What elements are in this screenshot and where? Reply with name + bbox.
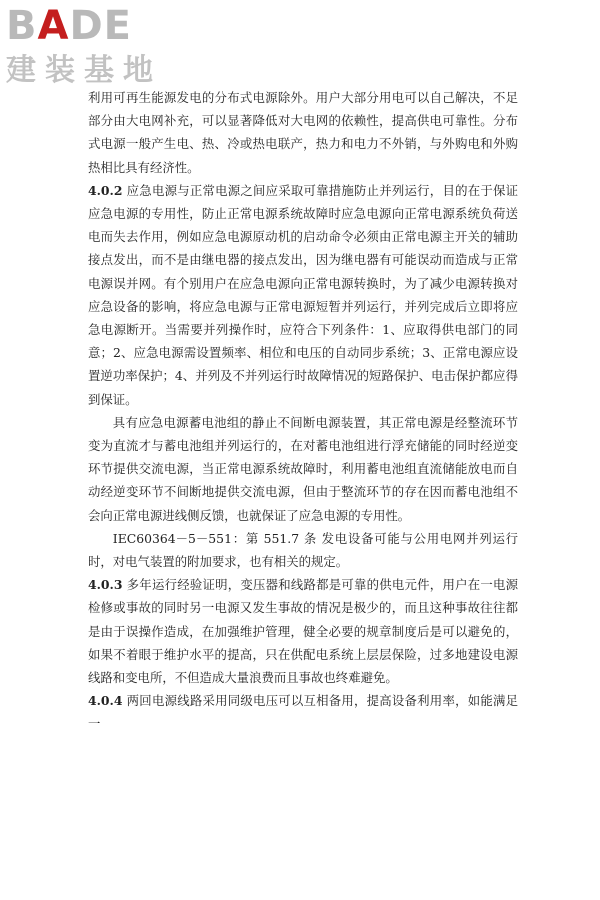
paragraph-text: 应急电源与正常电源之间应采取可靠措施防止并列运行，目的在于保证应急电源的专用性，防止正常电源系统故障时应急电源向正常电源系统负荷送电而失去作用，例如应急电源原动机的启动命令必须由正常电源主开关的辅助接点发出，而不是由继电器的接点发出，因为继电器有可能误动而造成与正常电源误并网。有个别用户在应急电源向正常电源转换时，为了减少电源转换对应急设备的影响，将应急电源与正常电源短暂并列运行，并列完成后立即将应急电源断开。当需要并列操作时，应符合下列条件：1、应取得供电部门的同意；2、应急电源需设置频率、相位和电压的自动同步系统；3、正常电源应设置逆功率保护；4、并列及不并列运行时故障情况的短路保护、电击保护都应得到保证。	[88, 182, 518, 407]
clause-number: 4.0.4	[88, 693, 123, 709]
paragraph	[88, 573, 518, 689]
logo-letters-de: DE	[69, 3, 132, 49]
paragraph	[88, 411, 518, 527]
document-body	[88, 86, 518, 736]
paragraph-text: 利用可再生能源发电的分布式电源除外。用户大部分用电可以自己解决，不足部分由大电网补充，可以显著降低对大电网的依赖性，提高供电可靠性。分布式电源一般产生电、热、冷或热电联产，热力和电力不外销，与外购电和外购热相比具有经济性。	[88, 90, 518, 175]
paragraph	[88, 179, 518, 411]
clause-number: 4.0.2	[88, 182, 123, 198]
paragraph-text: 具有应急电源蓄电池组的静止不间断电源装置，其正常电源是经整流环节变为直流才与蓄电池组并列运行的，在对蓄电池组进行浮充储能的同时经逆变环节提供交流电源，当正常电源系统故障时，利用蓄电池组直流储能放电而自动经逆变环节不间断地提供交流电源，但由于整流环节的存在因而蓄电池组不会向正常电源进线侧反馈，也就保证了应急电源的专用性。	[88, 414, 518, 523]
logo-letter-b: B	[6, 3, 38, 49]
paragraph-text: 多年运行经验证明，变压器和线路都是可靠的供电元件，用户在一电源检修或事故的同时另一电源又发生事故的情况是极少的，而且这种事故往往都是由于误操作造成，在加强维护管理，健全必要的规章制度后是可以避免的，如果不着眼于维护水平的提高，只在供配电系统上层层保险，过多地建设电源线路和变电所，不但造成大量浪费而且事故也终难避免。	[88, 577, 518, 686]
paragraph-text: 两回电源线路采用同级电压可以互相备用，提高设备利用率，如能满足一	[88, 693, 518, 732]
paragraph	[88, 86, 518, 179]
paragraph-text: IEC60364－5－551：第 551.7 条 发电设备可能与公用电网并列运行时，对电气装置的附加要求，也有相关的规定。	[88, 530, 518, 570]
logo-latin-text	[6, 4, 176, 48]
paragraph	[88, 689, 518, 735]
paragraph	[88, 527, 518, 573]
logo-letter-a: A	[37, 3, 70, 49]
logo-chinese-text: 建装基地	[6, 53, 162, 88]
clause-number: 4.0.3	[88, 577, 123, 593]
bade-logo	[6, 4, 176, 92]
